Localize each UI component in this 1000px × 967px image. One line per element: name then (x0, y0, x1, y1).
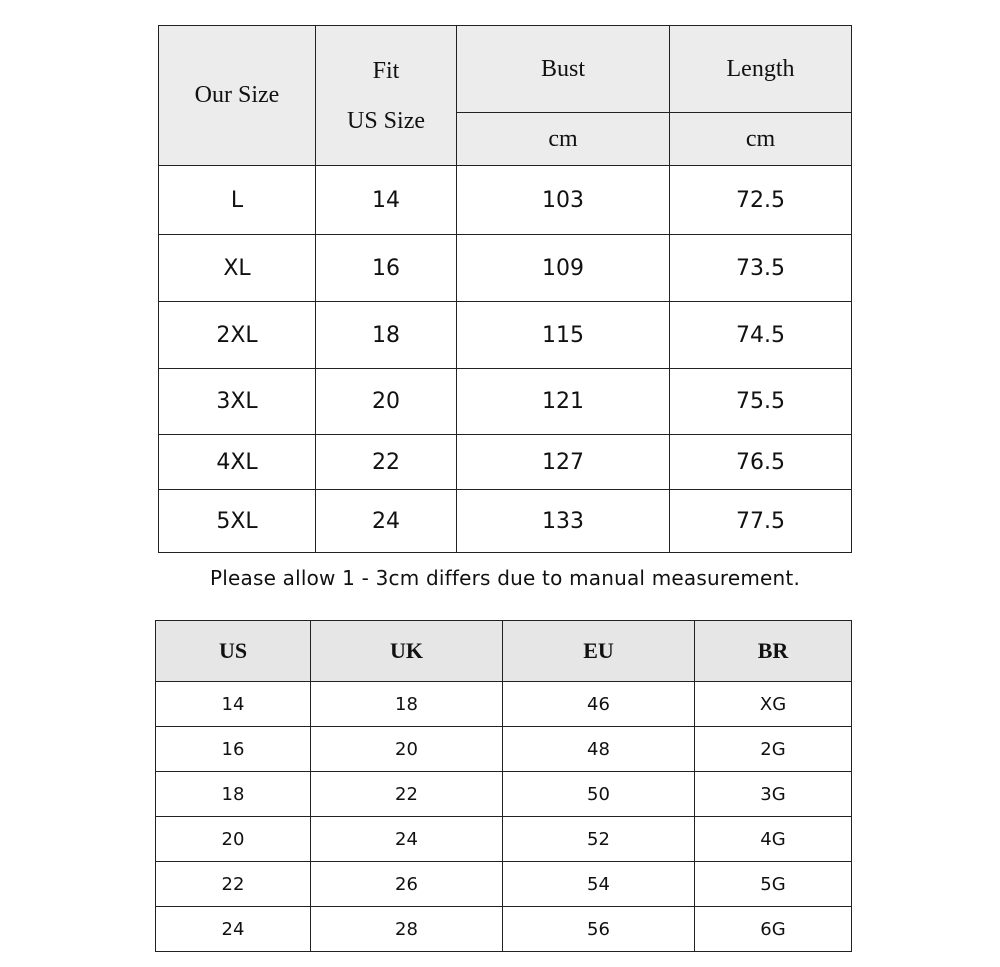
size-cell-us-size: 14 (316, 166, 457, 235)
header-bust: Bust (457, 26, 670, 113)
conversion-row (156, 817, 852, 862)
conversion-cell-eu: 54 (503, 862, 695, 907)
size-cell-length: 77.5 (670, 490, 852, 553)
conversion-cell-br: XG (695, 682, 852, 727)
conversion-cell-eu: 46 (503, 682, 695, 727)
conversion-cell-us: 18 (156, 772, 311, 817)
size-cell-us-size: 20 (316, 369, 457, 435)
conversion-cell-uk: 18 (311, 682, 503, 727)
conversion-row (156, 682, 852, 727)
conversion-cell-us: 16 (156, 727, 311, 772)
header-br: BR (695, 621, 852, 682)
conversion-cell-us: 24 (156, 907, 311, 952)
conversion-row (156, 727, 852, 772)
conversion-body (156, 682, 852, 952)
size-cell-bust: 103 (457, 166, 670, 235)
conversion-cell-uk: 26 (311, 862, 503, 907)
size-chart-header (159, 26, 852, 166)
conversion-cell-uk: 24 (311, 817, 503, 862)
size-row (159, 235, 852, 302)
conversion-cell-us: 20 (156, 817, 311, 862)
size-cell-length: 75.5 (670, 369, 852, 435)
size-cell-us-size: 18 (316, 302, 457, 369)
conversion-row (156, 907, 852, 952)
size-row (159, 490, 852, 553)
size-cell-our-size: 4XL (159, 435, 316, 490)
size-cell-bust: 121 (457, 369, 670, 435)
size-conversion-table (155, 620, 852, 952)
conversion-cell-us: 14 (156, 682, 311, 727)
conversion-cell-br: 6G (695, 907, 852, 952)
header-us: US (156, 621, 311, 682)
size-row (159, 166, 852, 235)
size-row (159, 369, 852, 435)
header-us-size-label: US Size (347, 107, 425, 134)
size-cell-our-size: 2XL (159, 302, 316, 369)
size-cell-our-size: L (159, 166, 316, 235)
conversion-row (156, 862, 852, 907)
header-bust-unit: cm (457, 113, 670, 166)
header-eu: EU (503, 621, 695, 682)
size-cell-us-size: 22 (316, 435, 457, 490)
measurement-note: Please allow 1 - 3cm differs due to manual measurement. (209, 566, 801, 590)
conversion-cell-us: 22 (156, 862, 311, 907)
conversion-cell-br: 5G (695, 862, 852, 907)
conversion-cell-uk: 28 (311, 907, 503, 952)
conversion-cell-br: 2G (695, 727, 852, 772)
conversion-cell-eu: 52 (503, 817, 695, 862)
conversion-cell-uk: 20 (311, 727, 503, 772)
conversion-row (156, 772, 852, 817)
size-chart-table (158, 25, 852, 553)
size-chart-body (159, 166, 852, 553)
size-cell-length: 74.5 (670, 302, 852, 369)
header-fit-label: Fit (372, 57, 400, 84)
size-cell-bust: 127 (457, 435, 670, 490)
conversion-cell-br: 3G (695, 772, 852, 817)
size-cell-bust: 115 (457, 302, 670, 369)
size-cell-length: 72.5 (670, 166, 852, 235)
size-cell-bust: 109 (457, 235, 670, 302)
size-cell-us-size: 24 (316, 490, 457, 553)
conversion-header (156, 621, 852, 682)
header-our-size: Our Size (159, 26, 316, 166)
size-cell-us-size: 16 (316, 235, 457, 302)
header-length-unit: cm (670, 113, 852, 166)
conversion-cell-uk: 22 (311, 772, 503, 817)
header-uk: UK (311, 621, 503, 682)
size-cell-bust: 133 (457, 490, 670, 553)
conversion-cell-eu: 48 (503, 727, 695, 772)
size-row (159, 435, 852, 490)
header-length: Length (670, 26, 852, 113)
size-cell-length: 76.5 (670, 435, 852, 490)
conversion-cell-eu: 56 (503, 907, 695, 952)
conversion-cell-br: 4G (695, 817, 852, 862)
size-cell-our-size: 3XL (159, 369, 316, 435)
size-cell-our-size: XL (159, 235, 316, 302)
header-fit-us-size (316, 26, 457, 166)
size-cell-length: 73.5 (670, 235, 852, 302)
size-row (159, 302, 852, 369)
conversion-cell-eu: 50 (503, 772, 695, 817)
size-cell-our-size: 5XL (159, 490, 316, 553)
